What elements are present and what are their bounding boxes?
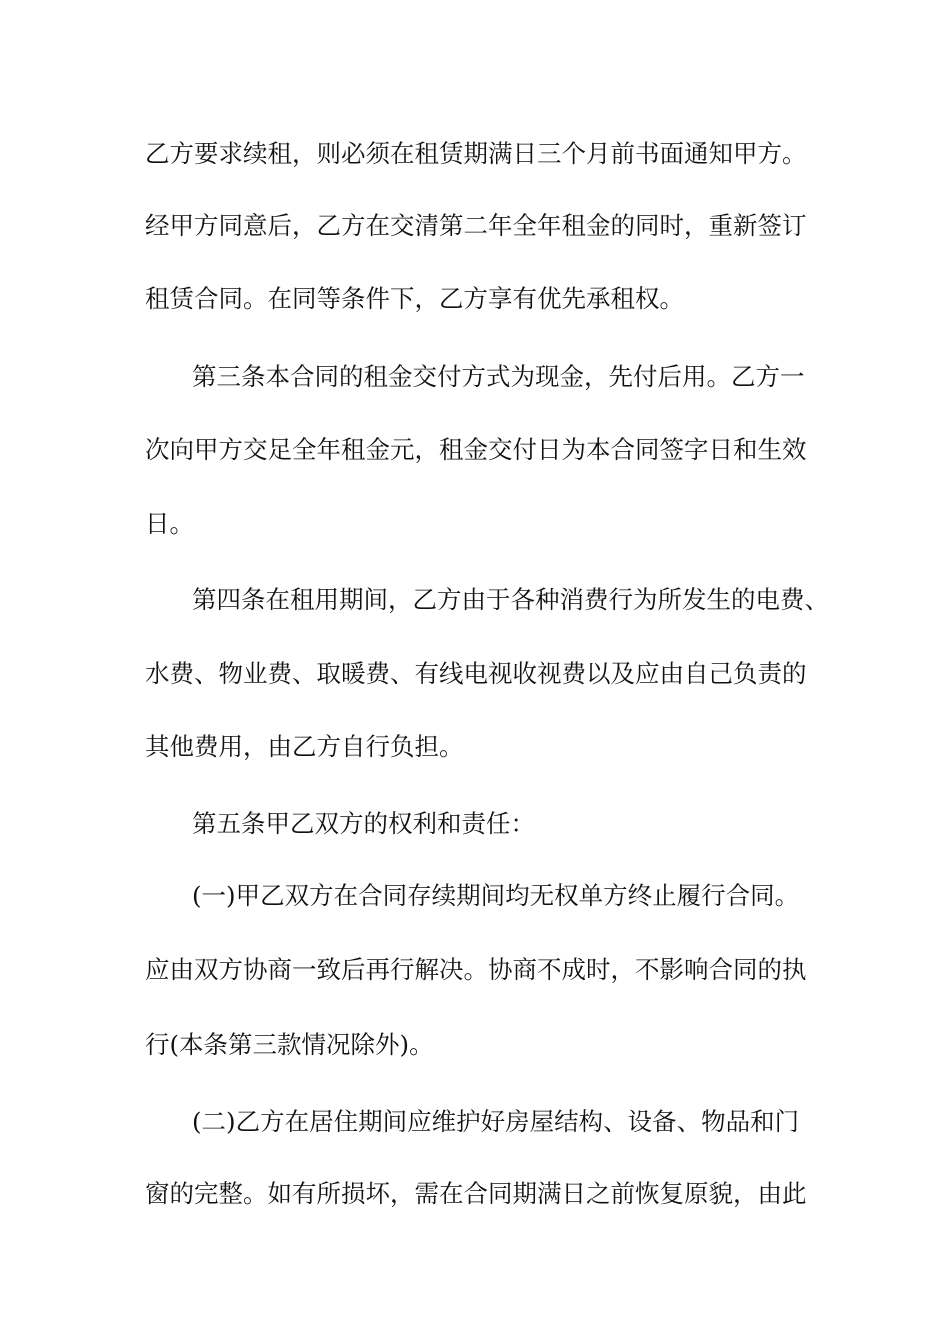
article-4-line-3: 其他费用，由乙方自行负担。 [145, 732, 464, 761]
paragraph-line-1: 乙方要求续租，则必须在租赁期满日三个月前书面通知甲方。 [145, 139, 807, 168]
article-3-line-1: 第三条本合同的租金交付方式为现金，先付后用。乙方一 [192, 362, 805, 391]
paragraph-line-2: 经甲方同意后，乙方在交清第二年全年租金的同时，重新签订 [145, 211, 807, 240]
clause-1-line-3: 行(本条第三款情况除外)。 [145, 1030, 434, 1059]
clause-2-line-2: 窗的完整。如有所损坏，需在合同期满日之前恢复原貌，由此 [145, 1179, 807, 1208]
paragraph-line-3: 租赁合同。在同等条件下，乙方享有优先承租权。 [145, 284, 684, 313]
clause-1-line-1: (一)甲乙双方在合同存续期间均无权单方终止履行合同。 [192, 881, 800, 910]
article-5-heading: 第五条甲乙双方的权利和责任： [192, 809, 535, 838]
article-4-line-2: 水费、物业费、取暖费、有线电视收视费以及应由自己负责的 [145, 659, 807, 688]
article-3-line-2: 次向甲方交足全年租金元，租金交付日为本合同签字日和生效 [145, 435, 807, 464]
clause-2-line-1: (二)乙方在居住期间应维护好房屋结构、设备、物品和门 [192, 1107, 800, 1136]
article-3-line-3: 日。 [145, 509, 194, 538]
article-4-line-1: 第四条在租用期间，乙方由于各种消费行为所发生的电费、 [192, 585, 829, 614]
clause-1-line-2: 应由双方协商一致后再行解决。协商不成时，不影响合同的执 [145, 955, 807, 984]
